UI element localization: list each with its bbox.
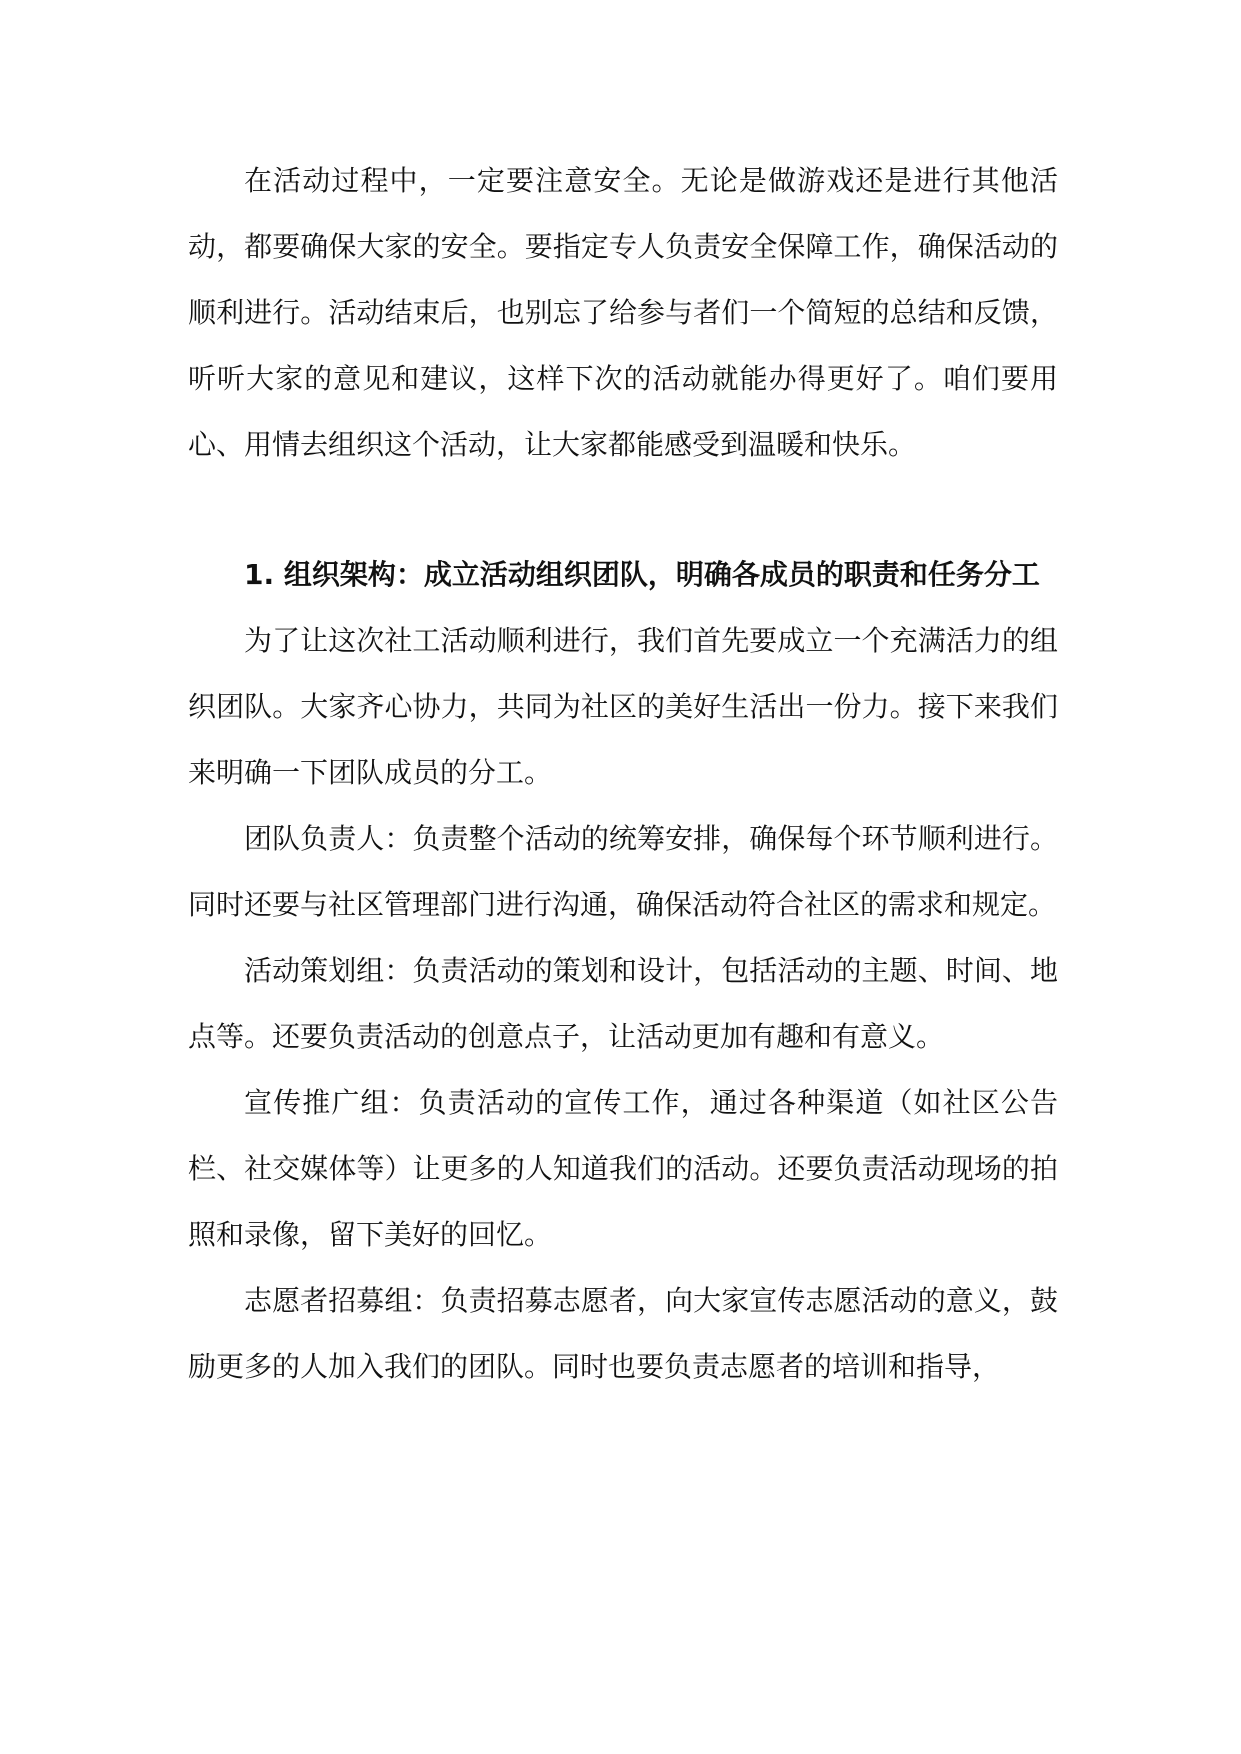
paragraph-promotion-group: 宣传推广组：负责活动的宣传工作，通过各种渠道（如社区公告栏、社交媒体等）让更多的人知道我们的活动。还要负责活动现场的拍照和录像，留下美好的回忆。 — [188, 1086, 1058, 1251]
paragraph-volunteer-group: 志愿者招募组：负责招募志愿者，向大家宣传志愿活动的意义，鼓励更多的人加入我们的团队。同时也要负责志愿者的培训和指导， — [188, 1284, 1058, 1383]
paragraph-planning-group: 活动策划组：负责活动的策划和设计，包括活动的主题、时间、地点等。还要负责活动的创意点子，让活动更加有趣和有意义。 — [188, 954, 1058, 1053]
paragraph-team-leader: 团队负责人：负责整个活动的统筹安排，确保每个环节顺利进行。同时还要与社区管理部门进行沟通，确保活动符合社区的需求和规定。 — [188, 822, 1058, 921]
document-body — [188, 148, 1058, 1400]
paragraph-team-intro: 为了让这次社工活动顺利进行，我们首先要成立一个充满活力的组织团队。大家齐心协力，共同为社区的美好生活出一份力。接下来我们来明确一下团队成员的分工。 — [188, 624, 1058, 789]
section-heading: 1. 组织架构：成立活动组织团队，明确各成员的职责和任务分工 — [244, 558, 1040, 591]
intro-paragraph: 在活动过程中，一定要注意安全。无论是做游戏还是进行其他活动，都要确保大家的安全。要指定专人负责安全保障工作，确保活动的顺利进行。活动结束后，也别忘了给参与者们一个简短的总结和反馈，听听大家的意见和建议，这样下次的活动就能办得更好了。咱们要用心、用情去组织这个活动，让大家都能感受到温暖和快乐。 — [188, 164, 1058, 461]
